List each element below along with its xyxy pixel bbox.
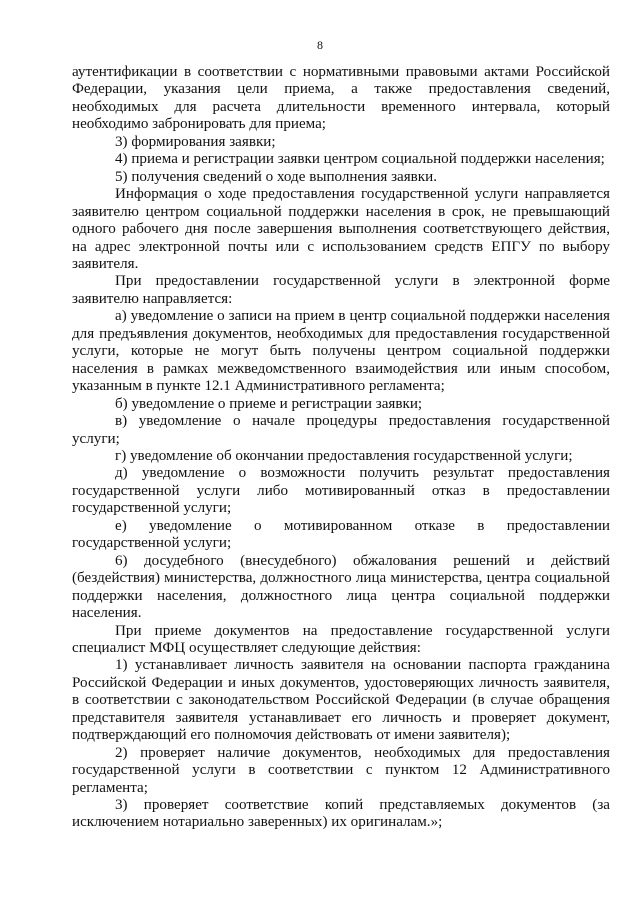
paragraph-information: Информация о ходе предоставления государственной услуги направляется заявителю центром социальной поддержки населения в срок, не превышающий одного рабочего дня после завершения выполнения соответствующего действия, на адрес электронной почты или с использованием средств ЕПГУ по выбору заявителя. — [72, 186, 610, 272]
mfc-action-2: 2) проверяет наличие документов, необходимых для предоставления государственной услуги в соответствии с пунктом 12 Административного регламента; — [72, 744, 610, 796]
page-number: 8 — [317, 38, 323, 52]
paragraph-authentication: аутентификации в соответствии с нормативными правовыми актами Российской Федерации, указания цели приема, а также предоставления сведений, необходимых для расчета длительности временного интервала, который необходимо забронировать для приема; — [72, 64, 610, 133]
list-item-5: 5) получения сведений о ходе выполнения заявки. — [115, 168, 437, 185]
list-item-3: 3) формирования заявки; — [115, 133, 276, 150]
list-item-g: г) уведомление об окончании предоставления государственной услуги; — [115, 447, 573, 464]
paragraph-electronic-form: При предоставлении государственной услуги в электронной форме заявителю направляется: — [72, 273, 610, 307]
paragraph-mfc: При приеме документов на предоставление государственной услуги специалист МФЦ осуществляет следующие действия: — [72, 622, 610, 656]
document-body — [72, 64, 610, 832]
list-item-a: а) уведомление о записи на прием в центр социальной поддержки населения для предъявления документов, необходимых для предоставления государственной услуги, которые не могут быть получены центром социальной поддержки населения в рамках межведомственного взаимодействия или иным способом, указанным в пункте 12.1 Административного регламента; — [72, 308, 610, 395]
list-item-d: д) уведомление о возможности получить результат предоставления государственной услуги либо мотивированный отказ в предоставлении государственной услуги; — [72, 465, 610, 517]
mfc-action-3: 3) проверяет соответствие копий представляемых документов (за исключением нотариально заверенных) их оригиналам.»; — [72, 797, 610, 831]
list-item-6: 6) досудебного (внесудебного) обжалования решений и действий (бездействия) министерства, должностного лица министерства, центра социальной поддержки населения, должностного лица центра социальной поддержки населения. — [72, 552, 610, 622]
list-item-b: б) уведомление о приеме и регистрации заявки; — [115, 395, 423, 412]
list-item-v: в) уведомление о начале процедуры предоставления государственной услуги; — [72, 413, 610, 447]
list-item-4: 4) приема и регистрации заявки центром социальной поддержки населения; — [115, 151, 605, 168]
list-item-e: е) уведомление о мотивированном отказе в предоставлении государственной услуги; — [72, 517, 610, 552]
mfc-action-1: 1) устанавливает личность заявителя на основании паспорта гражданина Российской Федерации и иных документов, удостоверяющих личность заявителя, в соответствии с законодательством Российской Федерации (в случае обращения представителя заявителя устанавливает его личность и проверяет документ, подтверждающий его полномочия действовать от имени заявителя); — [72, 657, 610, 744]
